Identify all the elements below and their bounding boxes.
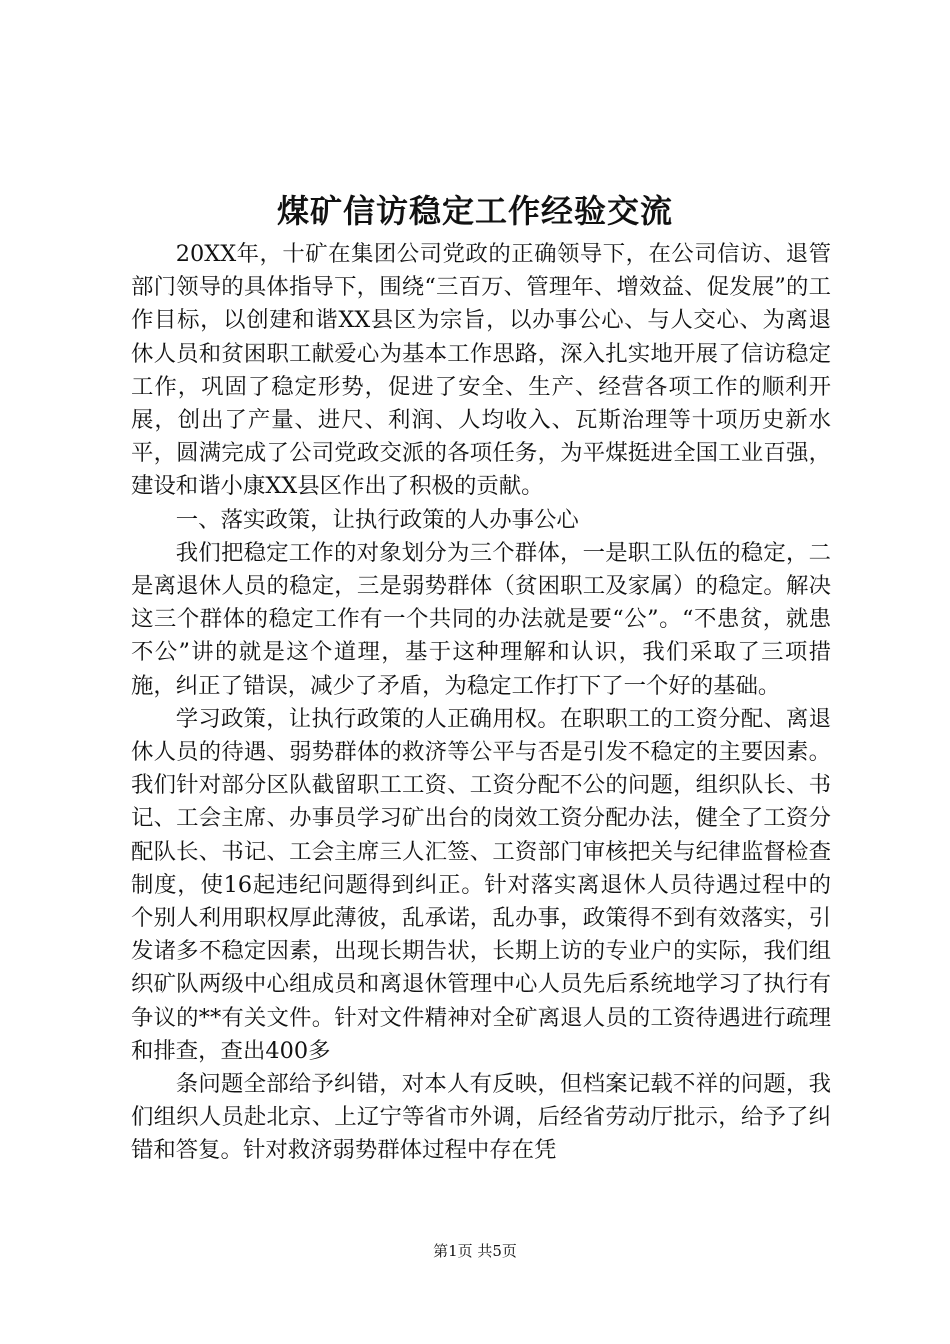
paragraph-intro: 20XX年，十矿在集团公司党政的正确领导下，在公司信访、退管部门领导的具体指导下，围绕“三百万、管理年、增效益、促发展”的工作目标，以创建和谐XX县区为宗旨，以办事公心、与人交心、为离退休人员和贫困职工献爱心为基本工作思路，深入扎实地开展了信访稳定工作，巩固了稳定形势，促进了安全、生产、经营各项工作的顺利开展，创出了产量、进尺、利润、人均收入、瓦斯治理等十项历史新水平，圆满完成了公司党政交派的各项任务，为平煤挺进全国工业百强，建设和谐小康XX县区作出了积极的贡献。 — [131, 241, 831, 500]
page-number-footer: 第1页 共5页 — [433, 1242, 517, 1260]
document-title: 煤矿信访稳定工作经验交流 — [276, 192, 673, 230]
paragraph-corrections: 条问题全部给予纠错，对本人有反映，但档案记载不祥的问题，我们组织人员赴北京、上辽宁等省市外调，后经省劳动厅批示，给予了纠错和答复。针对救济弱势群体过程中存在凭 — [131, 1071, 831, 1164]
paragraph-policy-study: 学习政策，让执行政策的人正确用权。在职职工的工资分配、离退休人员的待遇、弱势群体的救济等公平与否是引发不稳定的主要因素。我们针对部分区队截留职工工资、工资分配不公的问题，组织队长、书记、工会主席、办事员学习矿出台的岗效工资分配办法，健全了工资分配队长、书记、工会主席三人汇签、工资部门审核把关与纪律监督检查制度，使16起违纪问题得到纠正。针对落实离退休人员待遇过程中的个别人利用职权厚此薄彼，乱承诺，乱办事，政策得不到有效落实，引发诸多不稳定因素，出现长期告状，长期上访的专业户的实际，我们组织矿队两级中心组成员和离退休管理中心人员先后系统地学习了执行有争议的**有关文件。针对文件精神对全矿离退人员的工资待遇进行疏理和排查，查出400多 — [131, 705, 831, 1064]
document-body — [131, 238, 831, 1168]
paragraph-groups: 我们把稳定工作的对象划分为三个群体，一是职工队伍的稳定，二是离退休人员的稳定，三是弱势群体（贫困职工及家属）的稳定。解决这三个群体的稳定工作有一个共同的办法就是要“公”。“不患贫，就患不公”讲的就是这个道理，基于这种理解和认识，我们采取了三项措施，纠正了错误，减少了矛盾，为稳定工作打下了一个好的基础。 — [131, 539, 831, 699]
section-heading-1: 一、落实政策，让执行政策的人办事公心 — [175, 506, 579, 533]
